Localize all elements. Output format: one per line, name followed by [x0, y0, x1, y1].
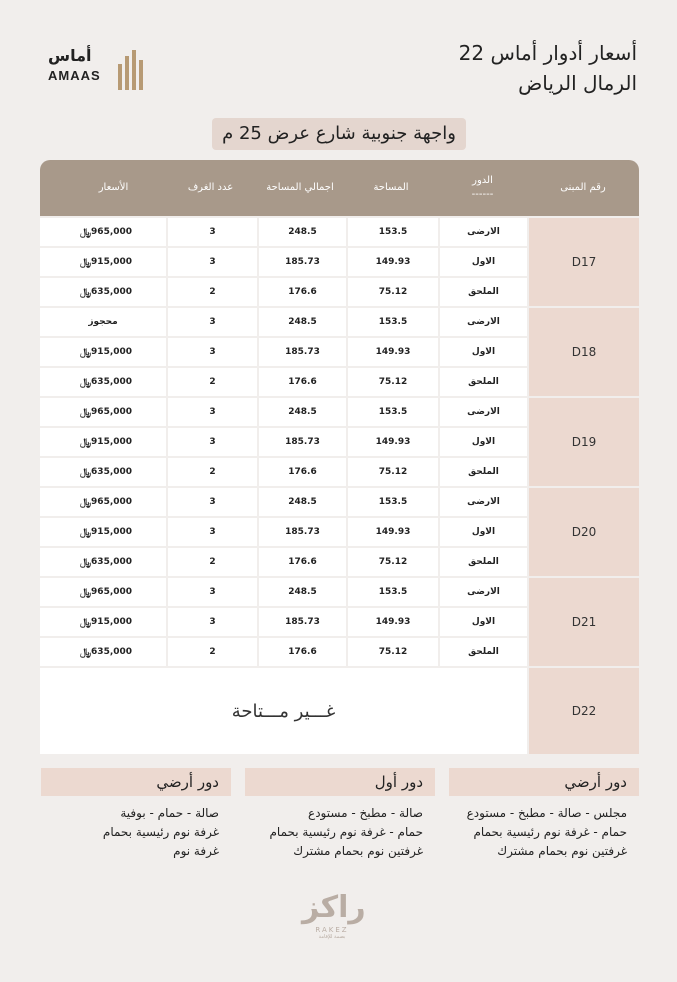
area-cell: 153.5	[348, 578, 438, 606]
rakez-logo-mark: راكز	[302, 890, 366, 925]
price-table	[40, 160, 639, 754]
total-area-cell: 185.73	[259, 518, 346, 546]
area-cell: 153.5	[348, 488, 438, 516]
rooms-cell: 2	[168, 548, 257, 576]
floor-card-line: مجلس - صالة - مطبخ - مستودع	[466, 806, 627, 820]
table-row	[40, 338, 527, 366]
brand-arabic: أماس	[48, 46, 92, 65]
floor-descriptions	[40, 768, 639, 868]
floor-card-body	[449, 796, 639, 861]
riyal-icon: ﷼	[79, 646, 92, 658]
area-cell: 75.12	[348, 458, 438, 486]
rooms-cell: 3	[168, 338, 257, 366]
floor-card-line: صالة - مطبخ - مستودع	[308, 806, 423, 820]
riyal-icon: ﷼	[79, 346, 92, 358]
table-row	[40, 428, 527, 456]
building-id: D19	[529, 398, 639, 486]
header-floor-label: الدور	[472, 175, 493, 186]
table-row	[40, 458, 527, 486]
total-area-cell: 176.6	[259, 368, 346, 396]
price-value: 915,000	[91, 617, 133, 627]
total-area-cell: 176.6	[259, 458, 346, 486]
floor-card-body	[41, 796, 231, 861]
total-area-cell: 185.73	[259, 608, 346, 636]
table-row	[40, 248, 527, 276]
building-id: D22	[529, 668, 639, 754]
table-row	[40, 218, 527, 246]
rooms-cell: 3	[168, 398, 257, 426]
table-row	[40, 308, 527, 336]
building-id: D18	[529, 308, 639, 396]
rooms-cell: 3	[168, 248, 257, 276]
floor-cell: الارضى	[440, 578, 527, 606]
price-value: 965,000	[91, 587, 133, 597]
price-cell	[40, 398, 166, 426]
riyal-icon: ﷼	[79, 286, 92, 298]
price-value: 915,000	[91, 347, 133, 357]
building-group	[40, 488, 639, 576]
header-building: رقم المبنى	[560, 182, 606, 193]
area-cell: 75.12	[348, 368, 438, 396]
floor-cell: الملحق	[440, 458, 527, 486]
area-cell: 149.93	[348, 248, 438, 276]
floor-cell: الاول	[440, 608, 527, 636]
floor-cell: الارضى	[440, 488, 527, 516]
table-row	[40, 488, 527, 516]
price-value: 915,000	[91, 437, 133, 447]
table-row	[40, 638, 527, 666]
riyal-icon: ﷼	[79, 226, 92, 238]
price-value: 635,000	[91, 557, 133, 567]
header-rooms: عدد الغرف	[187, 182, 234, 193]
page-title	[459, 38, 637, 98]
building-bars-icon	[116, 50, 144, 90]
floor-card-title: دور أول	[245, 768, 435, 796]
price-value: 635,000	[91, 377, 133, 387]
floor-card-line: غرفة نوم رئيسية بحمام	[102, 825, 219, 839]
amaas-logo	[46, 44, 126, 94]
floor-card-line: صالة - حمام - بوفية	[120, 806, 219, 820]
total-area-cell: 176.6	[259, 638, 346, 666]
floor-card-body	[245, 796, 435, 861]
header-floor	[438, 160, 527, 216]
floor-card-line: حمام - غرفة نوم رئيسية بحمام	[269, 825, 423, 839]
reserved-label: محجوز	[88, 317, 118, 327]
table-row	[40, 278, 527, 306]
total-area-cell: 248.5	[259, 308, 346, 336]
rooms-cell: 2	[168, 368, 257, 396]
area-cell: 153.5	[348, 218, 438, 246]
area-cell: 149.93	[348, 608, 438, 636]
riyal-icon: ﷼	[79, 406, 92, 418]
building-group	[40, 398, 639, 486]
table-row	[40, 518, 527, 546]
rooms-cell: 3	[168, 518, 257, 546]
floor-cell: الارضى	[440, 308, 527, 336]
floor-card-title: دور أرضي	[449, 768, 639, 796]
rooms-cell: 3	[168, 218, 257, 246]
riyal-icon: ﷼	[79, 526, 92, 538]
floor-card	[245, 768, 435, 861]
total-area-cell: 248.5	[259, 218, 346, 246]
total-area-cell: 185.73	[259, 428, 346, 456]
rooms-cell: 3	[168, 608, 257, 636]
floor-card-line: غرفتين نوم بحمام مشترك	[293, 844, 423, 858]
riyal-icon: ﷼	[79, 466, 92, 478]
price-cell	[40, 428, 166, 456]
price-cell	[40, 338, 166, 366]
building-id: D20	[529, 488, 639, 576]
building-group-d22	[40, 668, 639, 754]
rooms-cell: 2	[168, 278, 257, 306]
total-area-cell: 176.6	[259, 278, 346, 306]
floor-cell: الاول	[440, 518, 527, 546]
floor-cell: الملحق	[440, 278, 527, 306]
rakez-logo	[302, 890, 366, 960]
table-row	[40, 368, 527, 396]
rakez-tagline: بصمة للإقامة	[318, 934, 346, 940]
floor-cell: الملحق	[440, 638, 527, 666]
floor-cell: الاول	[440, 338, 527, 366]
rooms-cell: 2	[168, 638, 257, 666]
rooms-cell: 3	[168, 308, 257, 336]
building-group	[40, 308, 639, 396]
rooms-cell: 3	[168, 428, 257, 456]
area-cell: 75.12	[348, 278, 438, 306]
floor-card-line: غرفة نوم	[173, 844, 219, 858]
riyal-icon: ﷼	[79, 616, 92, 628]
price-cell	[40, 578, 166, 606]
price-cell	[40, 518, 166, 546]
building-id: D21	[529, 578, 639, 666]
area-cell: 153.5	[348, 398, 438, 426]
header-total-area: اجمالي المساحة	[266, 182, 334, 193]
table-header	[40, 160, 639, 216]
price-cell	[40, 308, 166, 336]
total-area-cell: 176.6	[259, 548, 346, 576]
total-area-cell: 248.5	[259, 488, 346, 516]
floor-cell: الاول	[440, 248, 527, 276]
price-value: 965,000	[91, 497, 133, 507]
table-row	[40, 578, 527, 606]
total-area-cell: 185.73	[259, 248, 346, 276]
table-row	[40, 398, 527, 426]
header-floor-sub: ------	[471, 189, 494, 200]
price-value: 915,000	[91, 527, 133, 537]
area-cell: 149.93	[348, 518, 438, 546]
price-cell	[40, 488, 166, 516]
area-cell: 75.12	[348, 548, 438, 576]
riyal-icon: ﷼	[79, 556, 92, 568]
price-value: 635,000	[91, 287, 133, 297]
header-price: الأسعار	[98, 182, 129, 193]
floor-cell: الملحق	[440, 548, 527, 576]
page-subtitle: واجهة جنوبية شارع عرض 25 م	[212, 118, 466, 150]
floor-card	[449, 768, 639, 861]
area-cell: 153.5	[348, 308, 438, 336]
building-group	[40, 218, 639, 306]
floor-card-title: دور أرضي	[41, 768, 231, 796]
table-row	[40, 548, 527, 576]
rooms-cell: 3	[168, 578, 257, 606]
rooms-cell: 2	[168, 458, 257, 486]
floor-cell: الملحق	[440, 368, 527, 396]
price-value: 915,000	[91, 257, 133, 267]
rooms-cell: 3	[168, 488, 257, 516]
price-cell	[40, 548, 166, 576]
floor-cell: الارضى	[440, 218, 527, 246]
price-value: 965,000	[91, 227, 133, 237]
floor-card	[41, 768, 231, 861]
riyal-icon: ﷼	[79, 496, 92, 508]
floor-card-line: غرفتين نوم بحمام مشترك	[497, 844, 627, 858]
price-value: 635,000	[91, 467, 133, 477]
floor-cell: الاول	[440, 428, 527, 456]
area-cell: 149.93	[348, 338, 438, 366]
price-value: 965,000	[91, 407, 133, 417]
floor-card-line: حمام - غرفة نوم رئيسية بحمام	[473, 825, 627, 839]
title-line-2: الرمال الرياض	[518, 71, 637, 95]
riyal-icon: ﷼	[79, 256, 92, 268]
price-cell	[40, 638, 166, 666]
price-cell	[40, 608, 166, 636]
riyal-icon: ﷼	[79, 586, 92, 598]
price-cell	[40, 218, 166, 246]
riyal-icon: ﷼	[79, 376, 92, 388]
rakez-logo-latin: RAKEZ	[315, 926, 349, 934]
title-line-1: أسعار أدوار أماس 22	[458, 41, 637, 65]
header-area: المساحة	[373, 182, 409, 193]
brand-latin: AMAAS	[48, 68, 101, 83]
price-cell	[40, 368, 166, 396]
floor-cell: الارضى	[440, 398, 527, 426]
area-cell: 75.12	[348, 638, 438, 666]
unavailable-label: غـــير مـــتاحة	[40, 668, 527, 754]
riyal-icon: ﷼	[79, 436, 92, 448]
table-row	[40, 608, 527, 636]
total-area-cell: 185.73	[259, 338, 346, 366]
total-area-cell: 248.5	[259, 578, 346, 606]
building-id: D17	[529, 218, 639, 306]
building-group	[40, 578, 639, 666]
price-cell	[40, 248, 166, 276]
total-area-cell: 248.5	[259, 398, 346, 426]
price-value: 635,000	[91, 647, 133, 657]
price-cell	[40, 278, 166, 306]
price-cell	[40, 458, 166, 486]
area-cell: 149.93	[348, 428, 438, 456]
